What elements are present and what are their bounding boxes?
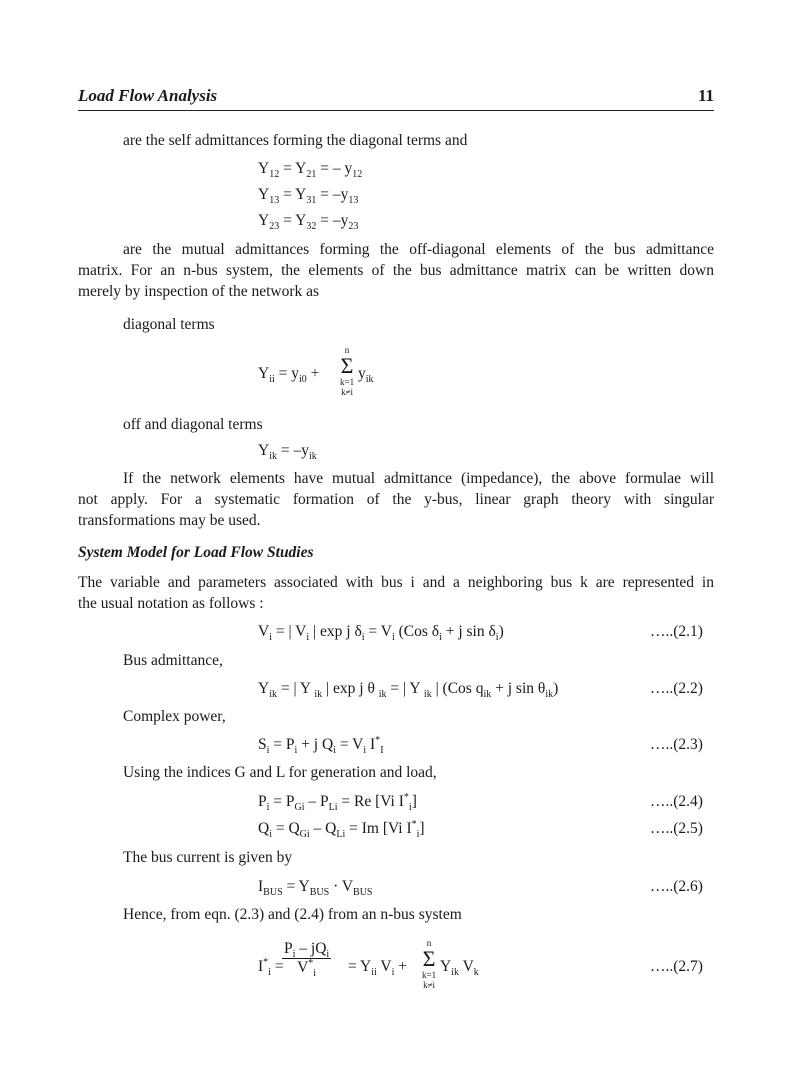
equation-yii-term: $y_{ik}$ — [358, 365, 374, 385]
equation-2-6: $I_{BUS} = Y_{BUS} \cdot V_{BUS}$ — [258, 878, 373, 898]
paragraph-variables-line2: the usual notation as follows : — [78, 595, 264, 612]
running-title: Load Flow Analysis — [78, 86, 218, 105]
bus-admittance-label: Bus admittance, — [123, 652, 223, 669]
equation-2-7-mid: = $Y_{ii}$ $V_i$ + — [348, 958, 408, 978]
equation-2-2: $Y_{ik}$ = | Y $_{ik}$ | exp j θ $_{ik}$ = | Y $_{ik}$ | (Cos $q_{ik} + j$ $\sin \theta_{ik}$) — [258, 680, 559, 700]
summation-yii: n Σ k=1 k≠i — [340, 345, 355, 397]
page-header — [78, 84, 714, 111]
equation-2-4: $P_i = P_{Gi} - P_{Li} = Re$ [Vi $I^*_i$] — [258, 792, 417, 813]
paragraph-mutual-line3: merely by inspection of the network as — [78, 283, 320, 300]
complex-power-label: Complex power, — [123, 708, 226, 725]
paragraph-mutual-line2: matrix. For an n-bus system, the elements of the bus admittance matrix can be written down — [78, 262, 714, 279]
equation-number-2-6: …..(2.6) — [650, 878, 703, 895]
hence-label: Hence, from eqn. (2.3) and (2.4) from an n-bus system — [123, 906, 462, 923]
equation-number-2-1: …..(2.1) — [650, 623, 703, 640]
equation-number-2-7: …..(2.7) — [650, 958, 703, 975]
equation-y12: $Y_{12} = Y_{21}$ = – $y_{12}$ — [258, 160, 363, 180]
equation-number-2-3: …..(2.3) — [650, 736, 703, 753]
equation-2-7-term: $Y_{ik}$ $V_k$ — [440, 958, 479, 978]
indices-label: Using the indices G and L for generation and load, — [123, 764, 437, 781]
paragraph-self-admittance: are the self admittances forming the diagonal terms and — [123, 132, 468, 149]
diagonal-terms-label: diagonal terms — [123, 316, 215, 333]
equation-2-1: $V_i$ = | $V_i$ | exp j $\delta_i = V_i$ (Cos $\delta_i + j$ $\sin \delta_i$) — [258, 623, 504, 643]
equation-yii: $Y_{ii} = y_{i0}$ + — [258, 365, 320, 385]
equation-number-2-4: …..(2.4) — [650, 793, 703, 810]
equation-2-7-fraction: $P_i - jQ_i$ $V^*_i$ — [284, 940, 330, 979]
equation-yik: $Y_{ik} = -y_{ik}$ — [258, 442, 317, 462]
section-heading: System Model for Load Flow Studies — [78, 544, 314, 561]
paragraph-mutual-impedance-line2: not apply. For a systematic formation of the y-bus, linear graph theory with singular — [78, 491, 714, 508]
paragraph-mutual-impedance-line1: If the network elements have mutual admittance (impedance), the above formulae will — [123, 470, 714, 487]
equation-y23: $Y_{23} = Y_{32} = -y_{23}$ — [258, 212, 359, 232]
equation-2-3: $S_i = P_i + j$ $Q_i = V_i$ $I^*_I$ — [258, 735, 384, 756]
equation-2-7-lhs: $I^*_i$ = — [258, 957, 284, 978]
equation-2-5: $Q_i = Q_{Gi} - Q_{Li} = Im$ [Vi $I^*_i$] — [258, 819, 425, 840]
paragraph-variables-line1: The variable and parameters associated with bus i and a neighboring bus k are represented in — [78, 574, 714, 591]
summation-2-7: n Σ k=1 k≠i — [422, 938, 437, 990]
bus-current-label: The bus current is given by — [123, 849, 293, 866]
paragraph-mutual-impedance-line3: transformations may be used. — [78, 512, 261, 529]
equation-number-2-2: …..(2.2) — [650, 680, 703, 697]
paragraph-mutual-line1: are the mutual admittances forming the off-diagonal elements of the bus admittance — [123, 241, 714, 258]
page-number: 11 — [697, 86, 714, 105]
equation-number-2-5: …..(2.5) — [650, 820, 703, 837]
off-diagonal-terms-label: off and diagonal terms — [123, 416, 263, 433]
equation-y13: $Y_{13} = Y_{31} = -y_{13}$ — [258, 186, 359, 206]
